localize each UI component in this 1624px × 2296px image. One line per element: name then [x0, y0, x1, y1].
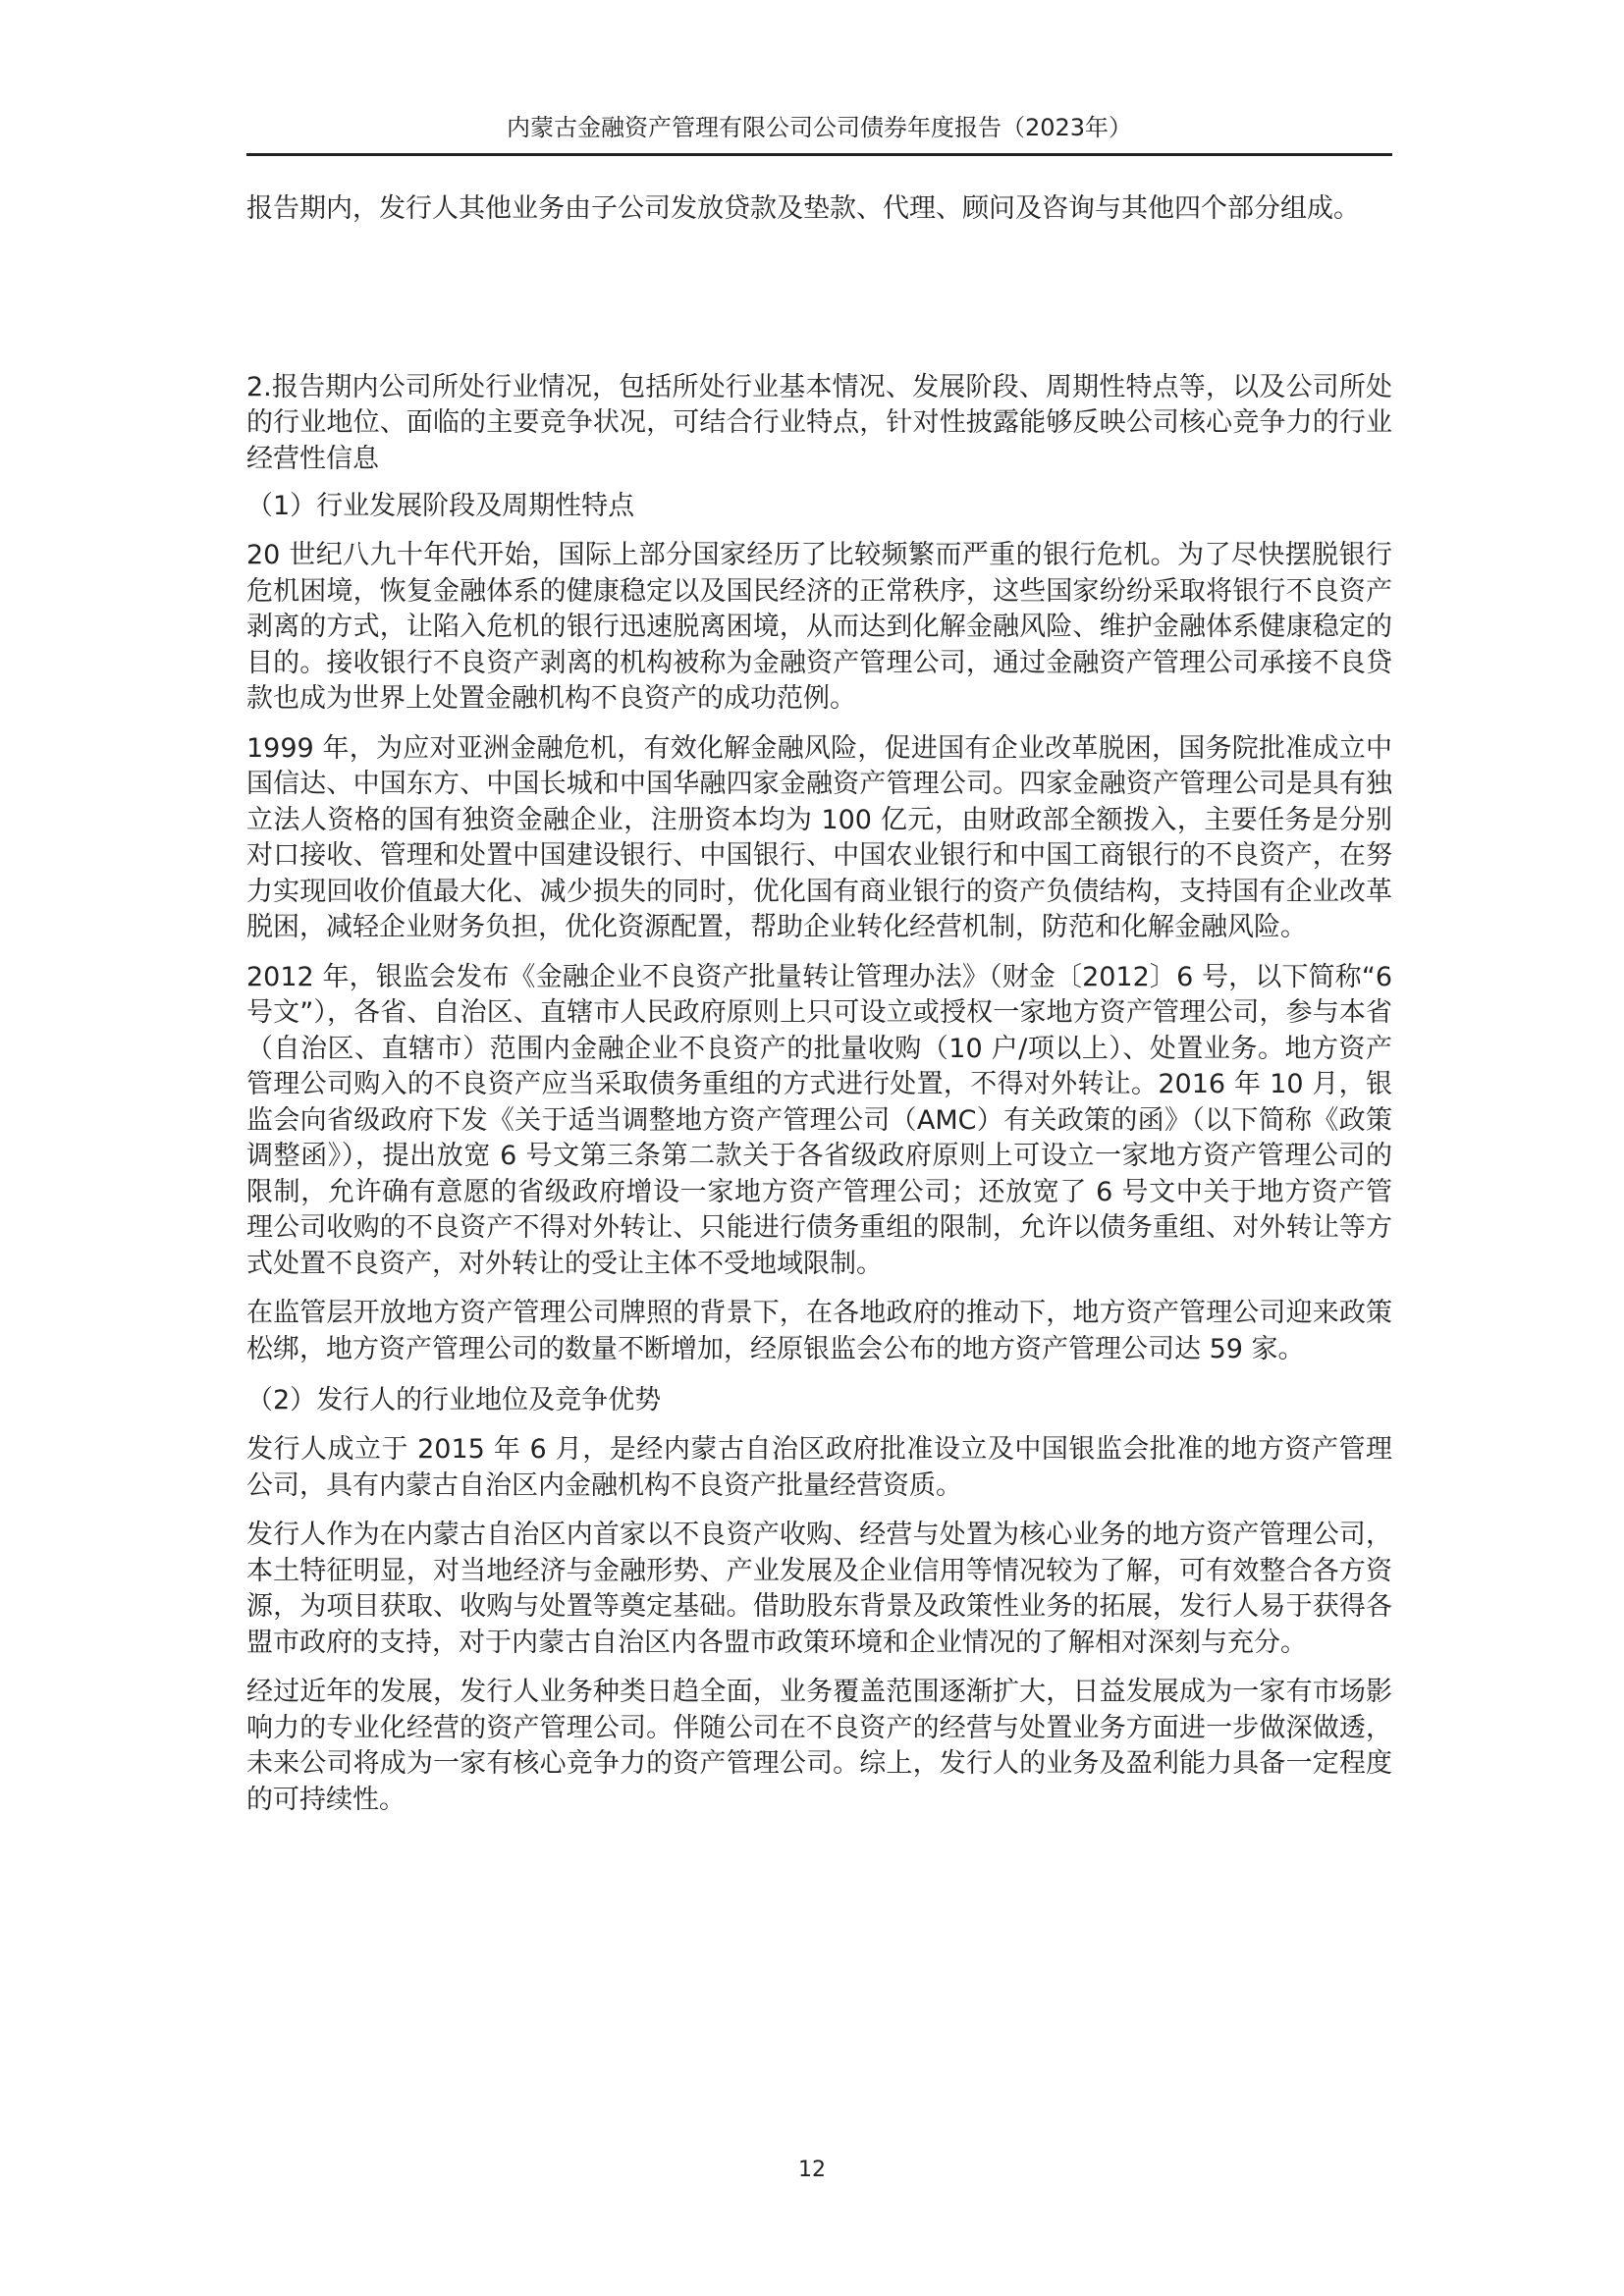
paragraph: 2012 年，银监会发布《金融企业不良资产批量转让管理办法》（财金〔2012〕6 号，以下简称“6 号文”），各省、自治区、直辖市人民政府原则上只可设立或授权一家地方资产管理公司，参与本省（自治区、直辖市）范围内金融企业不良资产的批量收购（10 户/项以上）、处置业务。地方资产管理公司购入的不良资产应当采取债务重组的方式进行处置，不得对外转让。2016 年 10 月，银监会向省级政府下发《关于适当调整地方资产管理公司（AMC）有关政策的函》（以下简称《政策调整函》），提出放宽 6 号文第三条第二款关于各省级政府原则上可设立一家地方资产管理公司的限制，允许确有意愿的省级政府增设一家地方资产管理公司；还放宽了 6 号文中关于地方资产管理公司收购的不良资产不得对外转让、只能进行债务重组的限制，允许以债务重组、对外转让等方式处置不良资产，对外转让的受让主体不受地域限制。: [246, 961, 1392, 1279]
paragraph: 在监管层开放地方资产管理公司牌照的背景下，在各地政府的推动下，地方资产管理公司迎来政策松绑，地方资产管理公司的数量不断增加，经原银监会公布的地方资产管理公司达 59 家。: [246, 1298, 1392, 1364]
page-header: 内蒙古金融资产管理有限公司公司债券年度报告（2023年）: [246, 108, 1392, 156]
subsection-1-heading: （1）行业发展阶段及周期性特点: [246, 491, 635, 521]
paragraph: 20 世纪八九十年代开始，国际上部分国家经历了比较频繁而严重的银行危机。为了尽快摆脱银行危机困境，恢复金融体系的健康稳定以及国民经济的正常秩序，这些国家纷纷采取将银行不良资产剥离的方式，让陷入危机的银行迅速脱离困境，从而达到化解金融风险、维护金融体系健康稳定的目的。接收银行不良资产剥离的机构被称为金融资产管理公司，通过金融资产管理公司承接不良贷款也成为世界上处置金融机构不良资产的成功范例。: [246, 540, 1392, 714]
page-number: 12: [798, 2158, 826, 2182]
section-2-heading: 2.报告期内公司所处行业情况，包括所处行业基本情况、发展阶段、周期性特点等，以及公司所处的行业地位、面临的主要竞争状况，可结合行业特点，针对性披露能够反映公司核心竞争力的行业经营性信息: [246, 371, 1392, 474]
paragraph: 发行人成立于 2015 年 6 月，是经内蒙古自治区政府批准设立及中国银监会批准的地方资产管理公司，具有内蒙古自治区内金融机构不良资产批量经营资质。: [246, 1434, 1392, 1501]
document-body: [246, 191, 1392, 1832]
intro-paragraph: 报告期内，发行人其他业务由子公司发放贷款及垫款、代理、顾问及咨询与其他四个部分组成。: [246, 193, 1360, 224]
paragraph: 发行人作为在内蒙古自治区内首家以不良资产收购、经营与处置为核心业务的地方资产管理公司，本土特征明显，对当地经济与金融形势、产业发展及企业信用等情况较为了解，可有效整合各方资源，为项目获取、收购与处置等奠定基础。借助股东背景及政策性业务的拓展，发行人易于获得各盟市政府的支持，对于内蒙古自治区内各盟市政策环境和企业情况的了解相对深刻与充分。: [246, 1520, 1392, 1658]
paragraph: 经过近年的发展，发行人业务种类日趋全面，业务覆盖范围逐渐扩大，日益发展成为一家有市场影响力的专业化经营的资产管理公司。伴随公司在不良资产的经营与处置业务方面进一步做深做透，未来公司将成为一家有核心竞争力的资产管理公司。综上，发行人的业务及盈利能力具备一定程度的可持续性。: [246, 1677, 1392, 1815]
subsection-2-heading: （2）发行人的行业地位及竞争优势: [246, 1385, 662, 1415]
paragraph: 1999 年，为应对亚洲金融危机，有效化解金融风险，促进国有企业改革脱困，国务院批准成立中国信达、中国东方、中国长城和中国华融四家金融资产管理公司。四家金融资产管理公司是具有独立法人资格的国有独资金融企业，注册资本均为 100 亿元，由财政部全额拨入，主要任务是分别对口接收、管理和处置中国建设银行、中国银行、中国农业银行和中国工商银行的不良资产，在努力实现回收价值最大化、减少损失的同时，优化国有商业银行的资产负债结构，支持国有企业改革脱困，减轻企业财务负担，优化资源配置，帮助企业转化经营机制，防范和化解金融风险。: [246, 732, 1392, 942]
